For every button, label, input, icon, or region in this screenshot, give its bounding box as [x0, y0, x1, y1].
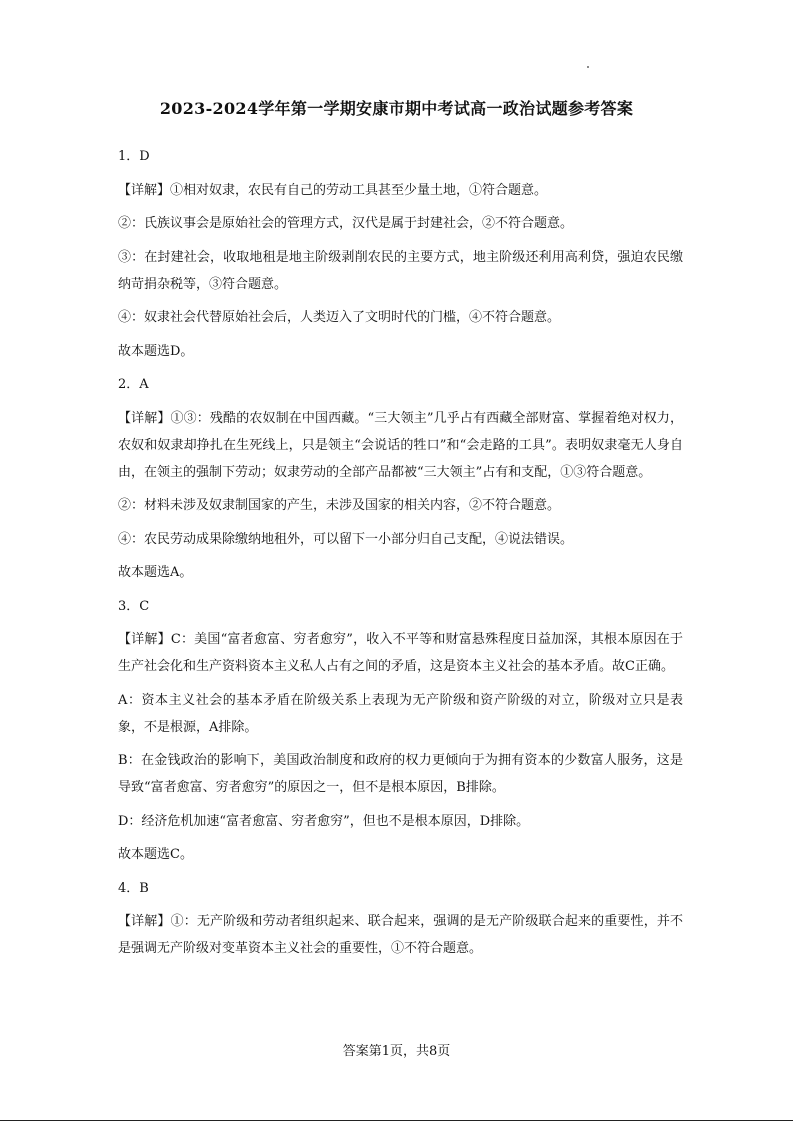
- explanation-paragraph: B：在金钱政治的影响下，美国政治制度和政府的权力更倾向于为拥有资本的少数富人服务，这是导致“富者愈富、穷者愈穷”的原因之一，但不是根本原因，B排除。: [118, 753, 683, 795]
- explanation-paragraph: 【详解】①：无产阶级和劳动者组织起来、联合起来，强调的是无产阶级联合起来的重要性，并不是强调无产阶级对变革资本主义社会的重要性，①不符合题意。: [118, 914, 683, 956]
- explanation-paragraph: ④：农民劳动成果除缴纳地租外，可以留下一小部分归自己支配，④说法错误。: [118, 531, 574, 547]
- answer-number: 2．A: [118, 377, 149, 392]
- explanation-paragraph: 【详解】①③：残酷的农奴制在中国西藏。“三大领主”几乎占有西藏全部财富、掌握着绝对权力，农奴和奴隶却挣扎在生死线上，只是领主“会说话的牲口”和“会走路的工具”。表明奴隶毫无人身自由，在领主的强制下劳动；奴隶劳动的全部产品都被“三大领主”占有和支配，①③符合题意。: [118, 410, 683, 480]
- document-title: 2023-2024学年第一学期安康市期中考试高一政治试题参考答案: [159, 99, 634, 118]
- explanation-paragraph: 【详解】①相对奴隶，农民有自己的劳动工具甚至少量土地，①符合题意。: [118, 182, 548, 198]
- answer-content: [118, 143, 683, 969]
- bottom-divider: [0, 1120, 793, 1121]
- speck-mark: [587, 66, 589, 68]
- conclusion-line: 故本题选A。: [118, 565, 193, 580]
- conclusion-line: 故本题选D。: [118, 343, 194, 359]
- answer-number: 3．C: [118, 598, 150, 614]
- explanation-paragraph: ④：奴隶社会代替原始社会后，人类迈入了文明时代的门槛，④不符合题意。: [118, 310, 561, 325]
- explanation-paragraph: D：经济危机加速“富者愈富、穷者愈穷”，但也不是根本原因，D排除。: [118, 813, 530, 829]
- page-footer: 答案第1页，共8页: [342, 1044, 451, 1059]
- conclusion-line: 故本题选C。: [118, 847, 193, 862]
- explanation-paragraph: 【详解】C：美国“富者愈富、穷者愈穷”，收入不平等和财富悬殊程度日益加深，其根本原因在于生产社会化和生产资料资本主义私人占有之间的矛盾，这是资本主义社会的基本矛盾。故C正确。: [118, 632, 683, 674]
- explanation-paragraph: A：资本主义社会的基本矛盾在阶级关系上表现为无产阶级和资产阶级的对立，阶级对立只是表象，不是根源，A排除。: [118, 692, 683, 735]
- answer-number: 1．D: [118, 149, 150, 164]
- explanation-paragraph: ②：材料未涉及奴隶制国家的产生，未涉及国家的相关内容，②不符合题意。: [118, 498, 561, 513]
- explanation-paragraph: ③：在封建社会，收取地租是地主阶级剥削农民的主要方式，地主阶级还利用高利贷，强迫农民缴纳苛捐杂税等，③符合题意。: [118, 249, 683, 292]
- answer-number: 4．B: [118, 880, 149, 896]
- explanation-paragraph: ②：氏族议事会是原始社会的管理方式，汉代是属于封建社会，②不符合题意。: [118, 216, 574, 231]
